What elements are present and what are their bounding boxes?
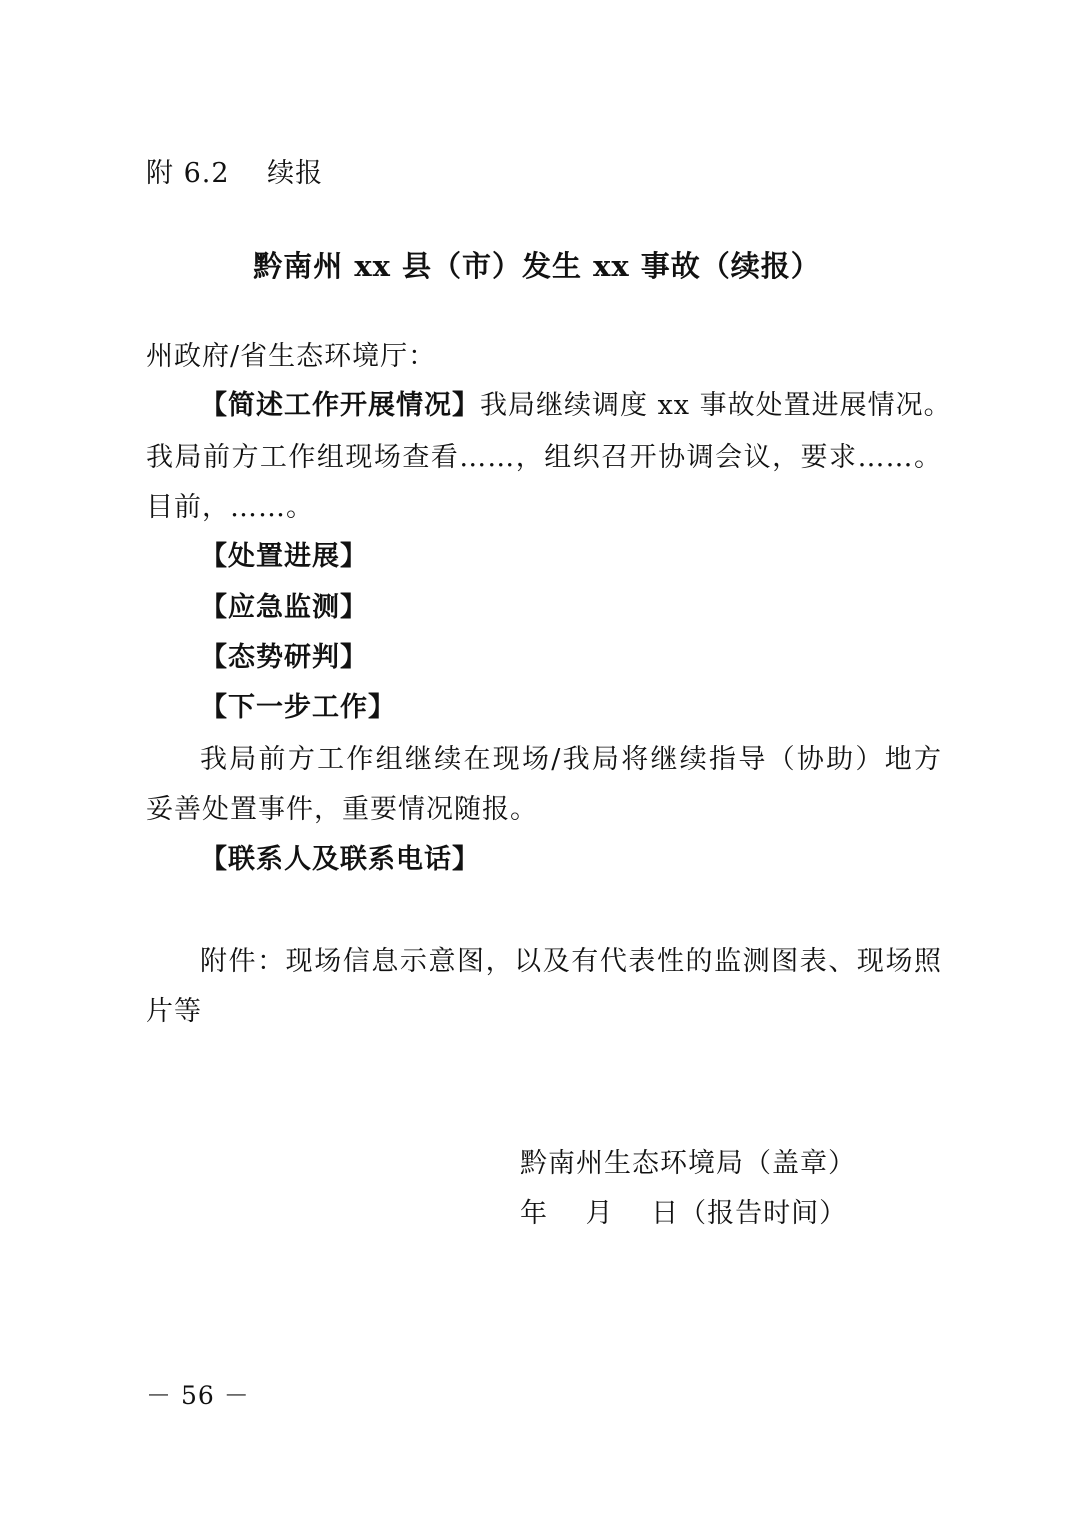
work-summary-text: 我局继续调度 xx 事故处置进展情况。 xyxy=(480,390,952,421)
signature-date: 年 月 日（报告时间） xyxy=(520,1198,848,1229)
disposal-progress-heading: 【处置进展】 xyxy=(200,541,368,572)
page-number: － 56 － xyxy=(146,1381,250,1410)
next-steps-line2: 妥善处置事件，重要情况随报。 xyxy=(146,794,538,825)
attachment-line1: 附件：现场信息示意图，以及有代表性的监测图表、现场照 xyxy=(200,946,942,977)
signature-org: 黔南州生态环境局（盖章） xyxy=(520,1148,856,1179)
appendix-label: 附 6.2 续报 xyxy=(146,158,324,189)
next-steps-line1: 我局前方工作组继续在现场/我局将继续指导（协助）地方 xyxy=(200,744,942,775)
recipient: 州政府/省生态环境厅： xyxy=(146,341,437,372)
work-summary-heading: 【简述工作开展情况】 xyxy=(200,390,480,421)
contact-heading: 【联系人及联系电话】 xyxy=(200,844,480,875)
next-steps-heading: 【下一步工作】 xyxy=(200,692,396,723)
work-summary-paragraph-line1 xyxy=(200,386,952,426)
emergency-monitoring-heading: 【应急监测】 xyxy=(200,592,368,623)
work-summary-paragraph-line2: 我局前方工作组现场查看……，组织召开协调会议，要求……。 xyxy=(146,442,942,473)
document-title: 黔南州 xx 县（市）发生 xx 事故（续报） xyxy=(253,249,821,283)
attachment-line2: 片等 xyxy=(146,996,202,1027)
work-summary-paragraph-line3: 目前，……。 xyxy=(146,492,314,523)
situation-assessment-heading: 【态势研判】 xyxy=(200,642,368,673)
